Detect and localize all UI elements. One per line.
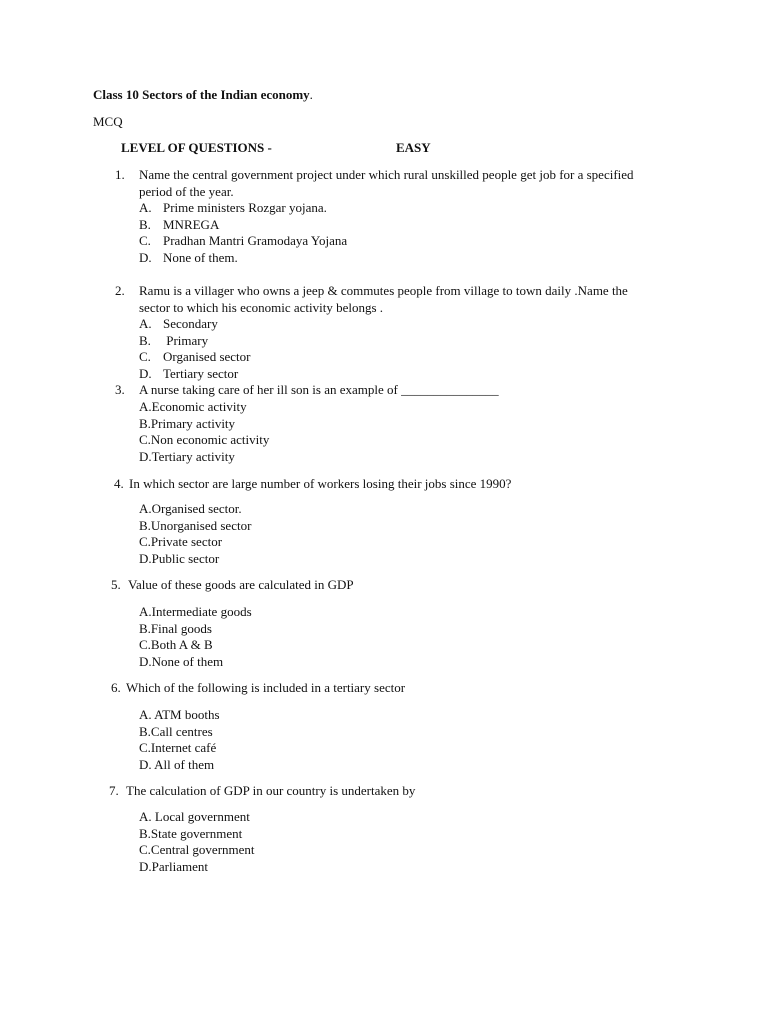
question-number: 3. (115, 382, 125, 397)
option-d: D. None of them. (139, 249, 238, 265)
option-a: A.Intermediate goods (139, 604, 252, 619)
question-number: 6. (111, 680, 121, 695)
option-a: A. Prime ministers Rozgar yojana. (139, 200, 327, 215)
options-list (139, 604, 252, 670)
document-title: Class 10 Sectors of the Indian economy. (93, 87, 313, 102)
option-d: D.Parliament (139, 858, 208, 874)
question-number: 5. (111, 577, 121, 592)
question-number: 7. (109, 783, 119, 798)
option-b: B. MNREGA (139, 216, 220, 232)
option-d: D.Public sector (139, 550, 220, 566)
option-a: A.Economic activity (139, 399, 247, 414)
question-text: The calculation of GDP in our country is undertaken by (126, 783, 416, 798)
option-d: D. All of them (139, 756, 215, 772)
option-b: B.Final goods (139, 620, 212, 636)
option-d: D.None of them (139, 653, 224, 669)
question-number: 2. (115, 283, 125, 298)
option-b: B.Call centres (139, 723, 213, 739)
option-a: A.Organised sector. (139, 501, 242, 516)
options-list (139, 399, 269, 465)
option-d: D. Tertiary sector (139, 365, 239, 381)
mcq-label: MCQ (93, 114, 123, 129)
question-text: Ramu is a villager who owns a jeep & commutes people from village to town daily .Name the sector to which his economic activity belongs . (139, 283, 628, 315)
question-text: A nurse taking care of her ill son is an example of _______________ (139, 382, 499, 397)
option-c: C.Central government (139, 842, 255, 858)
option-a: A. Secondary (139, 316, 218, 331)
option-c: C.Non economic activity (139, 432, 270, 448)
question-text: In which sector are large number of workers losing their jobs since 1990? (129, 476, 512, 491)
option-b: B.State government (139, 825, 243, 841)
option-a: A. Local government (139, 809, 250, 824)
question-text: Which of the following is included in a tertiary sector (126, 680, 406, 695)
question-number: 4. (114, 476, 124, 491)
option-d: D.Tertiary activity (139, 448, 235, 464)
question-number: 1. (115, 167, 125, 182)
option-b: B.Primary activity (139, 415, 236, 431)
option-b: B.Unorganised sector (139, 517, 252, 533)
option-a: A. ATM booths (139, 707, 220, 722)
level-value: EASY (396, 140, 431, 155)
option-c: C.Both A & B (139, 637, 213, 653)
options-list (139, 200, 347, 266)
options-list (139, 501, 251, 567)
option-c: C.Internet café (139, 740, 217, 756)
options-list (139, 316, 250, 382)
option-b: B. Primary (139, 332, 209, 348)
level-label: LEVEL OF QUESTIONS - (121, 140, 272, 155)
question-text: Name the central government project under which rural unskilled people get job for a specified period of the year. (139, 167, 634, 199)
options-list (139, 809, 255, 875)
options-list (139, 707, 220, 773)
option-c: C.Private sector (139, 534, 223, 550)
option-c: C. Pradhan Mantri Gramodaya Yojana (139, 233, 348, 249)
option-c: C. Organised sector (139, 349, 251, 365)
question-text: Value of these goods are calculated in GDP (128, 577, 354, 592)
